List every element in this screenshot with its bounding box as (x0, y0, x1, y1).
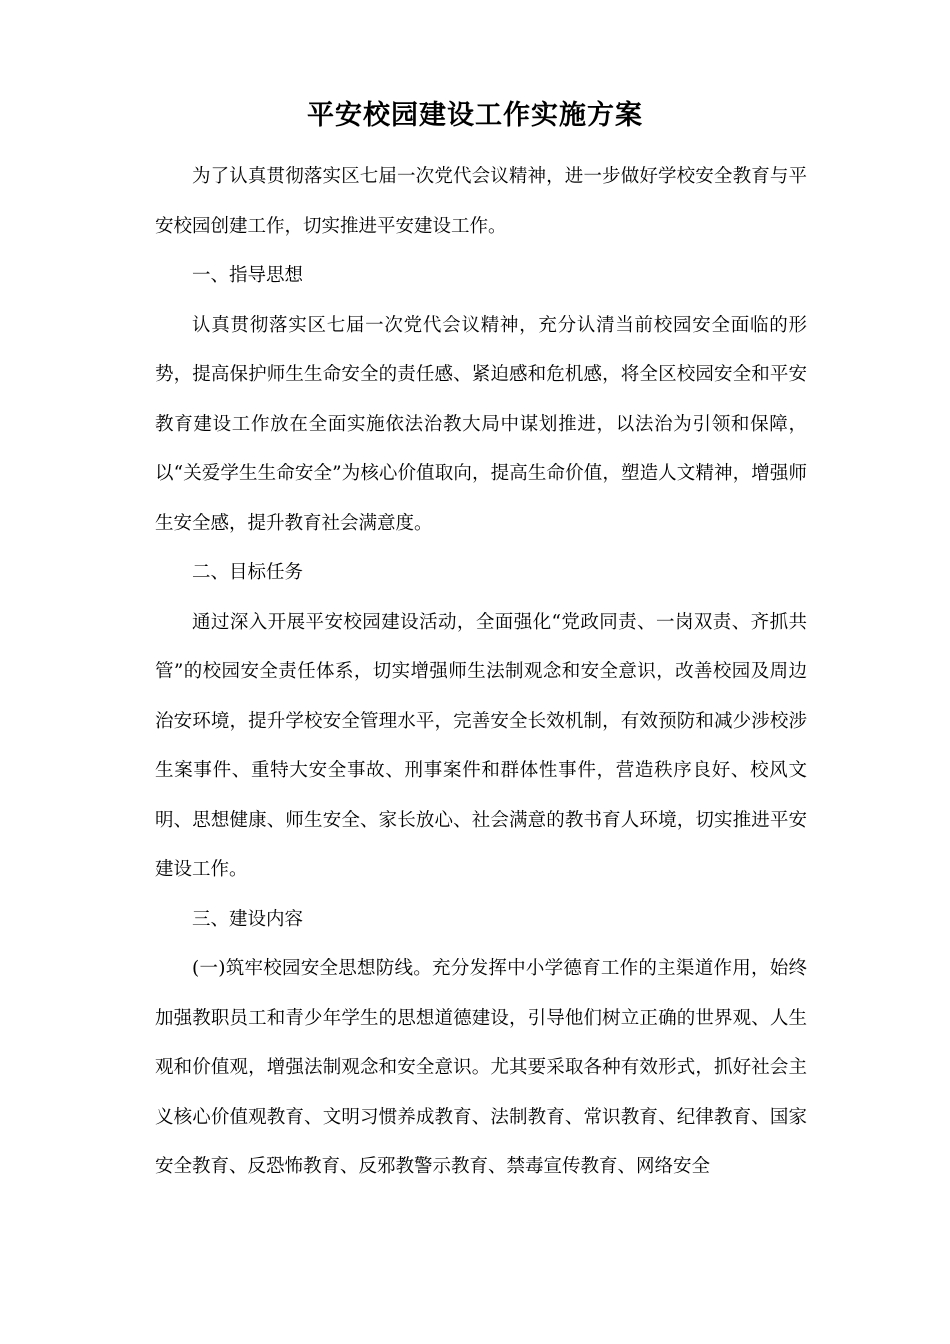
paragraph-goals-tasks: 通过深入开展平安校园建设活动，全面强化“党政同责、一岗双责、齐抓共管”的校园安全责任体系，切实增强师生法制观念和安全意识，改善校园及周边治安环境，提升学校安全管理水平，完善安全长效机制，有效预防和减少涉校涉生案事件、重特大安全事故、刑事案件和群体性事件，营造秩序良好、校风文明、思想健康、师生安全、家长放心、社会满意的教书育人环境，切实推进平安建设工作。 (155, 611, 807, 880)
heading-guiding-ideology: 一、指导思想 (192, 265, 304, 286)
heading-goals-tasks: 二、目标任务 (192, 562, 304, 583)
heading-construction-content: 三、建设内容 (192, 908, 304, 930)
paragraph-guiding-ideology: 认真贯彻落实区七届一次党代会议精神，充分认清当前校园安全面临的形势，提高保护师生生命安全的责任感、紧迫感和危机感，将全区校园安全和平安教育建设工作放在全面实施依法治教大局中谋划推进，以法治为引领和保障，以“关爱学生生命安全”为核心价值取向，提高生命价值，塑造人文精神，增强师生安全感，提升教育社会满意度。 (155, 314, 807, 534)
document-title: 平安校园建设工作实施方案 (307, 100, 643, 131)
paragraph-construction-content-1: (一)筑牢校园安全思想防线。充分发挥中小学德育工作的主渠道作用，始终加强教职员工和青少年学生的思想道德建设，引导他们树立正确的世界观、人生观和价值观，增强法制观念和安全意识。尤其要采取各种有效形式，抓好社会主义核心价值观教育、文明习惯养成教育、法制教育、常识教育、纪律教育、国家安全教育、反恐怖教育、反邪教警示教育、禁毒宣传教育、网络安全 (155, 958, 807, 1177)
document-body (155, 152, 807, 1192)
paragraph-intro: 为了认真贯彻落实区七届一次党代会议精神，进一步做好学校安全教育与平安校园创建工作，切实推进平安建设工作。 (155, 166, 807, 237)
